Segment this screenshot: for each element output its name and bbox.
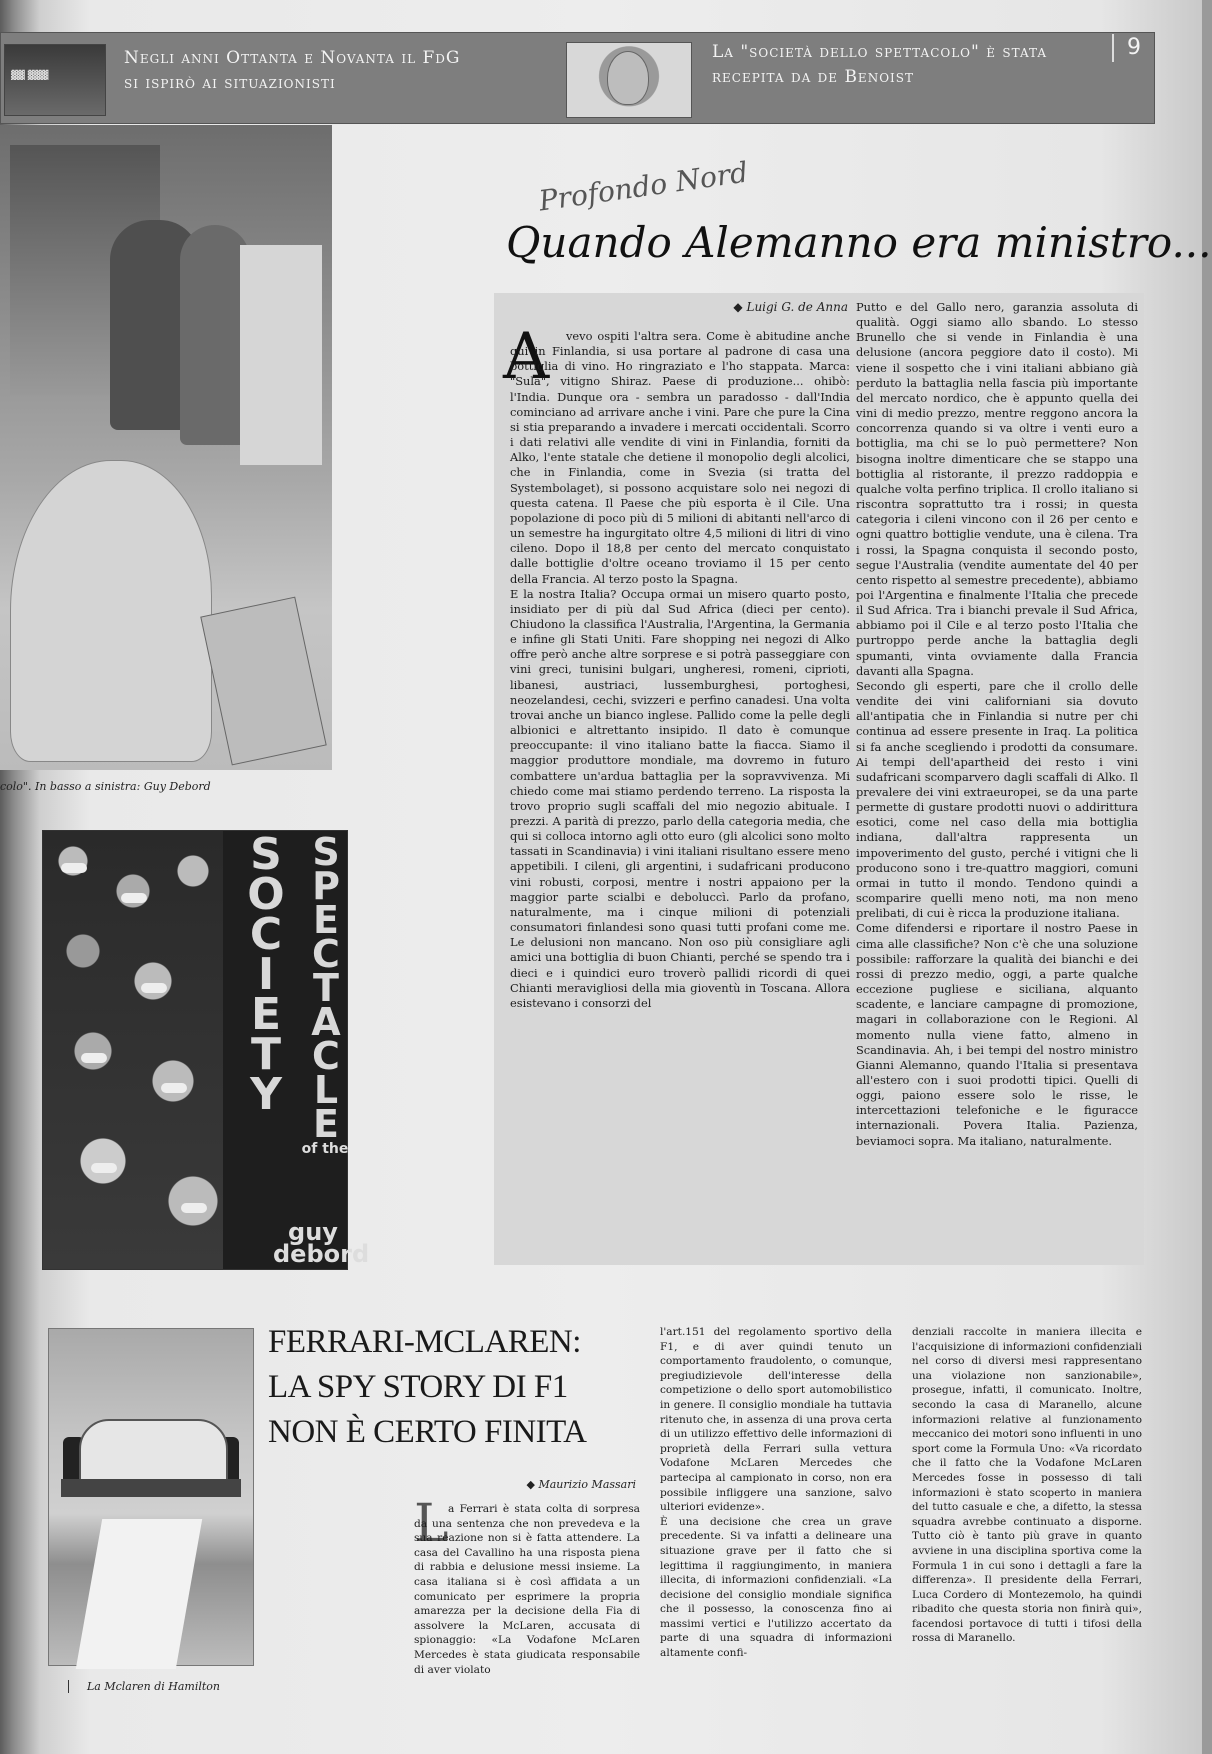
article1-headline: Quando Alemanno era ministro...: [506, 218, 1212, 267]
article1-kicker: Profondo Nord: [536, 155, 750, 218]
3d-glasses: [81, 1053, 107, 1063]
article2-byline: ◆ Maurizio Massari: [526, 1478, 636, 1491]
article1-column1: vevo ospiti l'altra sera. Come è abitudine anche qui in Finlandia, si usa portare al padrone di casa una bottiglia di vino. Ho ringraziato e l'ho stappata. Marca: "Sula", vitigno Shiraz. Paese di produzione... ohibò: l'India. Dunque ora - sembra un paradosso - dall'India cominciano ad arrivare anche i vini. Pare che pure la Cina si stia preparando a invadere i mercati occidentali. Scorro i dati relativi alle vendite di vini in Finlandia, forniti da Alko, l'ente statale che detiene il monopolio degli alcolici, che in Finlandia, come in Svezia (si tratta del Systembolaget), si possono acquistare solo nei negozi di questa catena. Il Paese che più esporta è il Cile. Una popolazione di poco più di 5 milioni di abitanti nell'arco di un semestre ha ingurgitato oltre 4,5 milioni di litri di vino cileno. Dopo il 18,8 per cento del mercato conquistato dalle bottiglie d'oltre oceano troviamo il 15 per cento della Francia. Al terzo posto la Spagna. E la nostra Italia? Occupa ormai un misero quarto posto, insidiato per di più dal Sud Africa (dieci per cento). Chiudono la classifica l'Australia, l'Argentina, la Germania e infine gli Stati Uniti. Fare shopping nei negozi di Alko offre però anche altre sorprese e si potrà passeggiare con vini greci, tunisini bulgari, ungheresi, romeni, ciprioti, libanesi, austriaci, lussemburghesi, portoghesi, neozelandesi, cechi, svizzeri e perfino canadesi. Una volta trovai anche un bianco inglese. Pallido come la pelle degli albionici e altrettanto insipido. Il dato è comunque preoccupante: il vino italiano batte la fiacca. Siamo il maggior produttore mondiale, ma dovremo in futuro combattere un'ardua battaglia per la sopravvivenza. Mi chiedo come mai stiamo perdendo terreno. La risposta la trovo proprio sugli scaffali del mio negozio abituale. I prezzi. A parità di prezzo, parlo della categoria media, che qui si colloca intorno agli otto euro (gli alcolici sono molto tassati in Scandinavia) i vini italiani risultano essere meno appetibili. I cileni, gli argentini, i sudafricani producono vini robusti, corposi, mentre i nostri appaiono per la maggior parte scialbi e deboluccì. Parlo da profano, naturalmente, ma i cinque milioni di potenziali consumatori finlandesi sono quasi tutti profani come me. Le delusioni non mancano. Non oso più consigliare agli amici una bottiglia di buon Chianti, perché se spendo tra i dieci e i quindici euro troverò pallidi ricordi di quei Chianti meravigliosi della mia gioventù in Toscana. Allora esistevano i consorzi del: [510, 329, 850, 1010]
3d-glasses: [161, 1083, 187, 1093]
page-number: 9: [1112, 34, 1154, 62]
article2-author: Maurizio Massari: [538, 1478, 636, 1491]
collage-image: [0, 125, 332, 770]
book-author: guy debord: [273, 1218, 370, 1268]
article2-headline: FERRARI-MCLAREN: LA SPY STORY DI F1 NON È CERTO FINITA: [268, 1324, 587, 1450]
book-cover-image: [42, 829, 370, 1270]
page-header: [0, 32, 1155, 124]
3d-glasses: [141, 983, 167, 993]
book-title-word1: S O C I E T Y: [247, 829, 285, 1120]
3d-glasses: [181, 1203, 207, 1213]
car-front-wing: [61, 1479, 241, 1497]
header-thumbnail-image: ▓▓ ▓▓▓: [4, 44, 106, 116]
car-photo-caption: La Mclaren di Hamilton: [68, 1680, 287, 1693]
collage-caption: colo". In basso a sinistra: Guy Debord: [0, 780, 211, 793]
collage-poster: [240, 245, 322, 465]
article2-column3: denziali raccolte in maniera illecita e l'acquisizione di informazioni confidenziali nel corso di diversi mesi rappresentano una violazione non sanzionabile», prosegue, infatti, il comunicato. Inoltre, secondo la casa di Maranello, alcune informazioni relative al funzionamento meccanico dei motori sono influenti in uno sport come la Formula Uno: «Va ricordato che il fatto che la Vodafone McLaren Mercedes fosse in possesso di tali informazioni è stato scoperto in maniera del tutto casuale e che, a difetto, la stessa squadra avrebbe continuato a disporne. Tutto ciò è tanto più grave in quanto avviene in una disciplina sportiva come la Formula 1 in cui sono i dettagli a fare la differenza». Il presidente della Ferrari, Luca Cordero di Montezemolo, ha quindi ribadito che questa storia non finirà qui», facendosi portavoce di tutti i tifosi della rossa di Maranello.: [912, 1326, 1142, 1645]
collage-bottle: [200, 597, 326, 766]
article1-author: Luigi G. de Anna: [746, 300, 848, 314]
article1-byline: ◆ Luigi G. de Anna: [733, 300, 848, 314]
book-title-word2: S P E C T A C L E: [311, 830, 341, 1146]
book-title-of-the: of the: [301, 1141, 349, 1157]
3d-glasses: [121, 893, 147, 903]
f1-car-photo: [48, 1328, 254, 1666]
article1-dropcap: A: [503, 320, 550, 394]
author-face: [607, 51, 649, 105]
3d-glasses: [91, 1163, 117, 1173]
race-track: [76, 1519, 202, 1669]
collage-phrenology-head: [10, 460, 212, 762]
article2-dropcap: L: [414, 1494, 449, 1554]
header-right-title: La "società dello spettacolo" è stata recepita da de Benoist: [712, 42, 1047, 87]
header-left-title: Negli anni Ottanta e Novanta il FdG si ispirò ai situazionisti: [124, 48, 461, 93]
article1-column2: Putto e del Gallo nero, garanzia assoluta di qualità. Oggi siamo allo sbando. Lo stesso Brunello che si vende in Finlandia è una delusione (ancora peggiore dato il costo). Mi viene il sospetto che i vini italiani abbiano già perduto la battaglia nella fascia più importante del mercato nordico, che è appunto quella dei vini di medio prezzo, mentre reggono ancora la concorrenza quando si va oltre i venti euro a bottiglia, ma chi se lo può permettere? Non bisogna inoltre dimenticare che se stappo una bottiglia al ristorante, il prezzo raddoppia e qualche volta perfino triplica. Il crollo italiano si riscontra soprattutto tra i rossi; in questa categoria i cileni vincono con il 26 per cento e ogni quattro bottiglie vendute, una è cilena. Tra i rossi, la Spagna conquista il secondo posto, segue l'Australia (vendite aumentate del 40 per cento rispetto al semestre precedente), abbiamo poi l'Argentina e finalmente l'Italia che precede il Sud Africa. Tra i bianchi prevale il Sud Africa, abbiamo poi il Cile e al terzo posto l'Italia che purtroppo perde anche la battaglia degli spumanti, vinta ovviamente dalla Francia davanti alla Spagna. Secondo gli esperti, pare che il crollo delle vendite dei vini californiani sia dovuto all'antipatia che in Finlandia si nutre per chi continua ad essere presente in Iraq. La politica si fa anche scegliendo i prodotti da consumare. Ai tempi dell'apartheid dei resto i vini sudafricani scomparvero dagli scaffali di Alko. Il prevalere dei vini extraeuropei, se da una parte permette di gustare prodotti nuovi o addirittura esotici, come nel caso della mia bottiglia indiana, dall'altra rappresenta un impoverimento del gusto, perché i vitigni che li producono sono i tre-quattro maggiori, comuni ormai in tutto il mondo. Tendono quindi a scomparire quelli meno noti, ma non meno prelibati, di cui è ricca la produzione italiana. Come difendersi e riportare il nostro Paese in cima alle classifiche? Non c'è che una soluzione possibile: rafforzare la qualità dei bianchi e dei rossi di prezzo medio, oggi, a parte qualche eccezione pugliese e siciliana, alquanto scadente, e lanciare campagne di promozione, magari in collaborazione con le Regioni. Al momento nulla viene fatto, almeno in Scandinavia. Ah, i bei tempi del nostro ministro Gianni Alemanno, quando l'Italia si presentava all'estero con i suoi prodotti tipici. Quelli di oggi, paiono essere solo le risse, le intercettazioni telefoniche e le figuracce internazionali. Povera Italia. Pazienza, beviamoci sopra. Ma italiano, naturalmente.: [856, 300, 1138, 1148]
author-photo: [566, 42, 692, 118]
article2-column2: l'art.151 del regolamento sportivo della F1, e di aver quindi tenuto un comportamento fraudolento, o comunque, pregiudizievole dell'interesse della competizione o dello sport automobilistico in genere. Il consiglio mondiale ha tuttavia ritenuto che, in assenza di una prova certa di un utilizzo effettivo delle informazioni di proprietà della Ferrari sulla vettura Vodafone McLaren Mercedes che partecipa al campionato in corso, non era possibile infliggere una sanzione, salvo ulteriori evidenze». È una decisione che crea un grave precedente. Si va infatti a delineare una situazione grave per il fatto che si legittima il raggiungimento, in maniera illecita, di informazioni confidenziali. «La decisione del consiglio mondiale significa che il possesso, la conoscenza fino ai massimi vertici e l'utilizzo accertato da parte di una squadra di informazioni altamente confi-: [660, 1326, 892, 1660]
3d-glasses: [61, 863, 87, 873]
article2-column1: a Ferrari è stata colta di sorpresa da una sentenza che non prevedeva e la sua reazione non si è fatta attendere. La casa del Cavallino ha una risposta piena di rabbia e delusione messi insieme. La casa italiana si è così affidata a un comunicato per esprimere la propria amarezza per la decisione della Fia di assolvere la McLaren, accusata di spionaggio: «La Vodafone McLaren Mercedes è stata giudicata responsabile di aver violato: [414, 1503, 640, 1676]
